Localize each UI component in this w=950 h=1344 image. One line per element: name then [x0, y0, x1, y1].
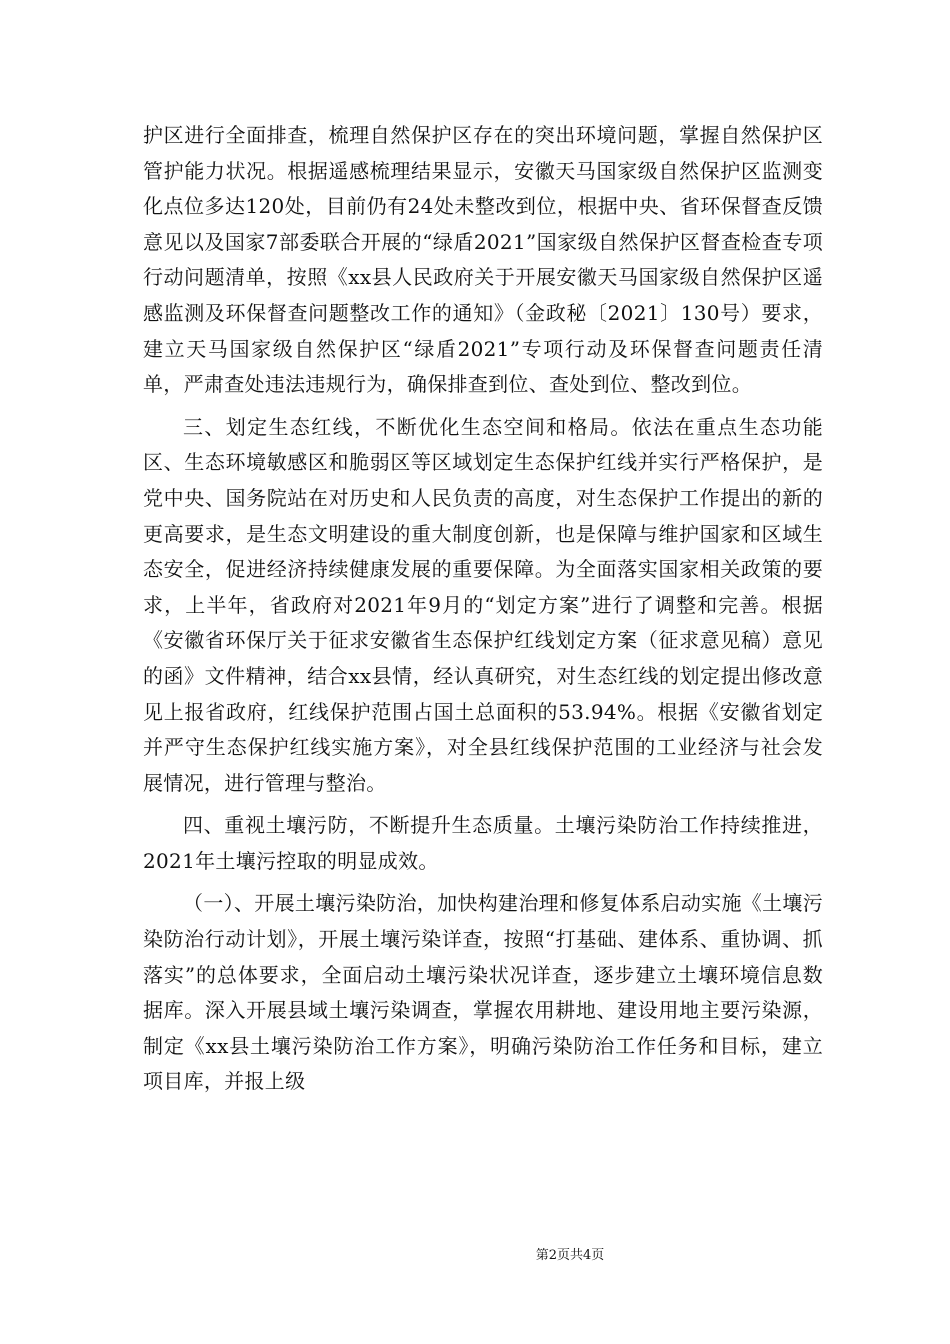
paragraph-section-four: 四、重视土壤污防，不断提升生态质量。土壤污染防治工作持续推进，2021年土壤污控取的明显成效。: [143, 813, 823, 873]
page-number-footer: 第2页共4页: [535, 1248, 605, 1263]
document-body: [143, 118, 823, 1107]
paragraph-section-three: 三、划定生态红线，不断优化生态空间和格局。依法在重点生态功能区、生态环境敏感区和脆弱区等区域划定生态保护红线并实行严格保护，是党中央、国务院站在对历史和人民负责的高度，对生态保护工作提出的新的更高要求，是生态文明建设的重大制度创新，也是保障与维护国家和区域生态安全，促进经济持续健康发展的重要保障。为全面落实国家相关政策的要求，上半年，省政府对2021年9月的“划定方案”进行了调整和完善。根据《安徽省环保厅关于征求安徽省生态保护红线划定方案（征求意见稿）意见的函》文件精神，结合xx县情，经认真研究，对生态红线的划定提出修改意见上报省政府，红线保护范围占国土总面积的53.94%。根据《安徽省划定并严守生态保护红线实施方案》，对全县红线保护范围的工业经济与社会发展情况，进行管理与整治。: [143, 414, 823, 795]
paragraph-continuation: 护区进行全面排查，梳理自然保护区存在的突出环境问题，掌握自然保护区管护能力状况。根据遥感梳理结果显示，安徽天马国家级自然保护区监测变化点位多达120处，目前仍有24处未整改到位，根据中央、省环保督查反馈意见以及国家7部委联合开展的“绿盾2021”国家级自然保护区督查检查专项行动问题清单，按照《xx县人民政府关于开展安徽天马国家级自然保护区遥感监测及环保督查问题整改工作的通知》（金政秘〔2021〕130号）要求，建立天马国家级自然保护区“绿盾2021”专项行动及环保督查问题责任清单，严肃查处违法违规行为，确保排查到位、查处到位、整改到位。: [143, 123, 823, 397]
paragraph-subsection-one: （一）、开展土壤污染防治，加快构建治理和修复体系启动实施《土壤污染防治行动计划》，开展土壤污染详查，按照“打基础、建体系、重协调、抓落实”的总体要求，全面启动土壤污染状况详查，逐步建立土壤环境信息数据库。深入开展县域土壤污染调查，掌握农用耕地、建设用地主要污染源，制定《xx县土壤污染防治工作方案》，明确污染防治工作任务和目标，建立项目库，并报上级: [143, 891, 823, 1094]
